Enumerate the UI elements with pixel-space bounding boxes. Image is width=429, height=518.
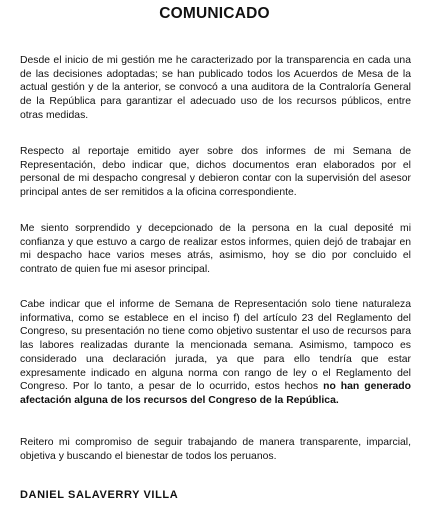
paragraph-disappointment: Me siento sorprendido y decepcionado de la persona en la cual deposité mi confianza y que estuvo a cargo de realizar estos informes, quien dejó de trabajar en mi despacho hace varios meses atrás, asimismo, hoy se dio por concluido el contrato de quien fue mi asesor principal. (20, 223, 411, 276)
paragraph-closing-commitment: Reitero mi compromiso de seguir trabajando de manera transparente, imparcial, objetiva y buscando el bienestar de todos los peruanos. (20, 437, 411, 462)
paragraph-legal-bold-conclusion: no han generado afectación alguna de los recursos del Congreso de la República. (20, 381, 411, 406)
paragraph-transparency: Desde el inicio de mi gestión me he caracterizado por la transparencia en cada una de las decisiones adoptadas; se han publicado todos los Acuerdos de Mesa de la actual gestión y de la anterior, se convocó a una auditora de la Contraloría General de la República para garantizar el adecuado uso de los recursos públicos, entre otras medidas. (20, 55, 411, 121)
document-title: COMUNICADO (159, 5, 270, 22)
paragraph-legal-text: Cabe indicar que el informe de Semana de Representación solo tiene naturaleza informativa, como se establece en el inciso f) del artículo 23 del Reglamento del Congreso, su presentación no tiene como objetivo sustentar el uso de recursos para las labores realizadas durante la mencionada semana. Asimismo, tampoco es considerado una declaración jurada, ya que para ello tendría que estar expresamente indicado en alguna norma con rango de ley o el Reglamento del Congreso. Por lo tanto, a pesar de lo ocurrido, estos hechos (20, 299, 411, 393)
paragraph-report-response: Respecto al reportaje emitido ayer sobre dos informes de mi Semana de Representación, debo indicar que, dichos documentos eran elaborados por el personal de mi despacho congresal y debieron contar con la supervisión del asesor principal antes de ser remitidos a la oficina correspondiente. (20, 146, 411, 199)
paragraph-legal-clarification (20, 298, 411, 408)
signature-name: DANIEL SALAVERRY VILLA (20, 489, 179, 501)
